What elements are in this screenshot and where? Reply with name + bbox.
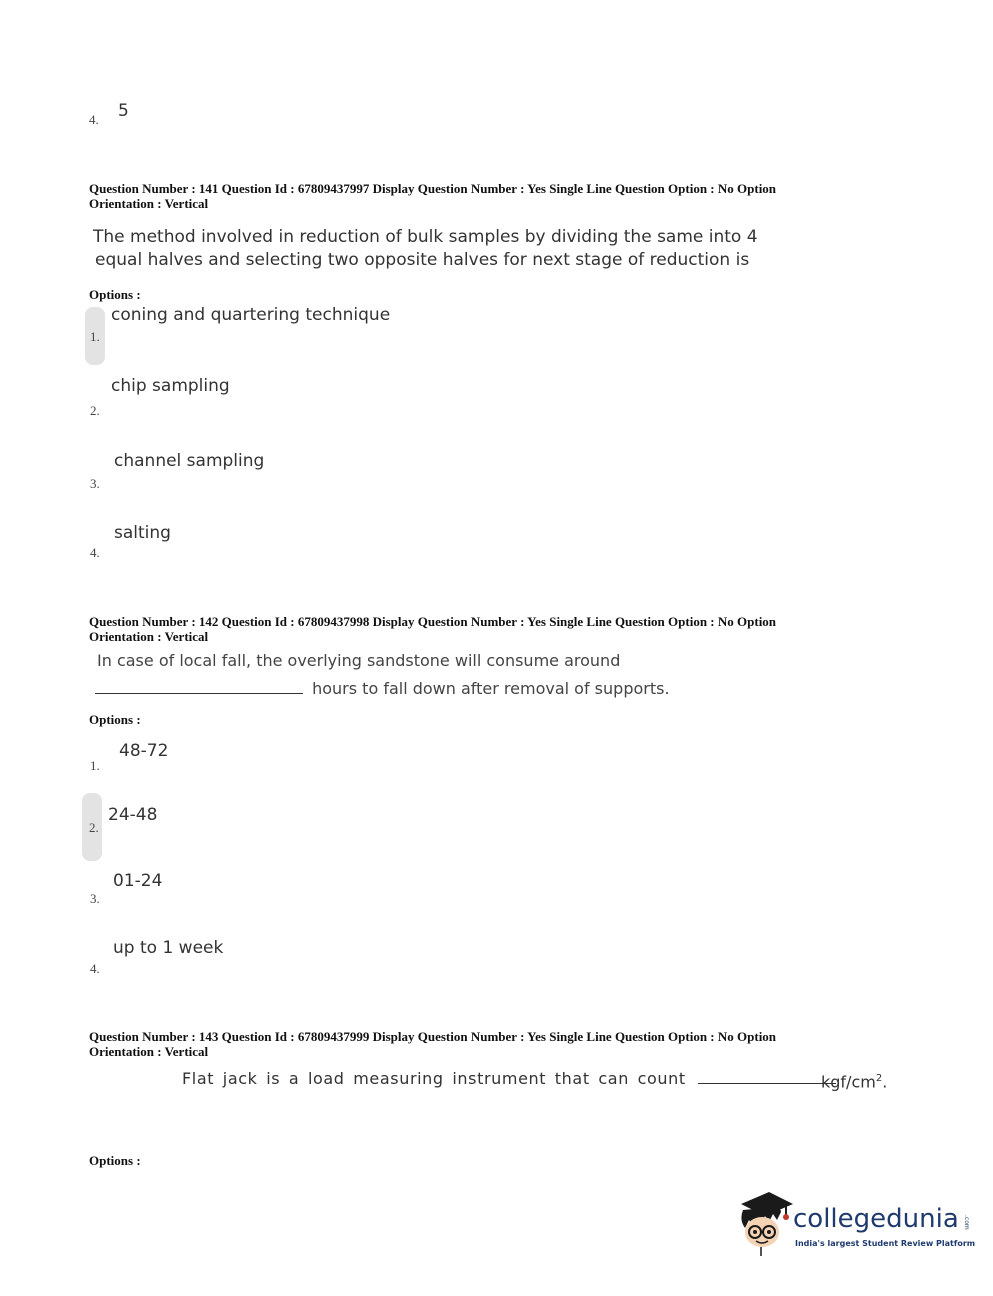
question-141-meta — [89, 181, 889, 211]
unit-label — [821, 1067, 887, 1093]
meta-line: Question Number : 143 Question Id : 67809437999 Display Question Number : Yes Single Line Question Option : No Option — [89, 1029, 777, 1044]
meta-line: Orientation : Vertical — [89, 629, 209, 644]
option-number: 4. — [90, 961, 100, 976]
option-text: up to 1 week — [113, 938, 224, 958]
option-number: 3. — [90, 891, 100, 906]
question-text-line: equal halves and selecting two opposite halves for next stage of reduction is — [95, 250, 750, 270]
question-text-line: Flat jack is a load measuring instrument that can count — [182, 1069, 686, 1088]
option-number: 2. — [89, 820, 99, 835]
mascot-icon — [735, 1190, 793, 1256]
options-heading: Options : — [89, 712, 141, 727]
option-text: coning and quartering technique — [111, 305, 391, 325]
question-142-text — [97, 649, 620, 672]
option-text: 5 — [118, 101, 129, 121]
unit-superscript: 2 — [875, 1073, 883, 1084]
option-text: 01-24 — [113, 871, 163, 891]
meta-line: Orientation : Vertical — [89, 1044, 209, 1059]
question-text-line: In case of local fall, the overlying sandstone will consume around — [97, 651, 621, 670]
option-number: 1. — [90, 329, 100, 344]
question-143-meta — [89, 1029, 889, 1059]
question-142-text-2 — [95, 677, 670, 700]
unit-end: . — [882, 1072, 888, 1092]
option-number: 3. — [90, 476, 100, 491]
answer-blank — [698, 1069, 836, 1084]
option-number: 2. — [90, 403, 100, 418]
option-text: salting — [114, 523, 171, 543]
meta-line: Question Number : 141 Question Id : 67809437997 Display Question Number : Yes Single Line Question Option : No Option — [89, 181, 777, 196]
option-number: 1. — [90, 758, 100, 773]
option-text: chip sampling — [111, 376, 230, 396]
unit-text: kgf/cm — [821, 1072, 876, 1092]
collegedunia-logo — [735, 1190, 976, 1260]
logo-tagline: India's largest Student Review Platform — [795, 1239, 976, 1248]
question-text-line: hours to fall down after removal of supports. — [312, 679, 670, 698]
meta-line: Orientation : Vertical — [89, 196, 209, 211]
option-number: 4. — [90, 545, 100, 560]
question-143-text — [182, 1067, 836, 1090]
logo-suffix: .com — [963, 1215, 971, 1231]
option-text: 48-72 — [119, 741, 169, 761]
logo-name: collegedunia — [793, 1204, 959, 1234]
question-142-meta — [89, 614, 889, 644]
logo-wordmark — [793, 1204, 970, 1234]
option-text: 24-48 — [108, 805, 158, 825]
question-text-line: The method involved in reduction of bulk samples by dividing the same into 4 — [93, 227, 758, 247]
question-141-text — [93, 226, 758, 272]
answer-blank — [95, 679, 303, 694]
options-heading: Options : — [89, 1153, 141, 1168]
options-heading: Options : — [89, 287, 141, 302]
option-number: 4. — [89, 112, 99, 127]
meta-line: Question Number : 142 Question Id : 67809437998 Display Question Number : Yes Single Line Question Option : No Option — [89, 614, 777, 629]
option-text: channel sampling — [114, 451, 265, 471]
